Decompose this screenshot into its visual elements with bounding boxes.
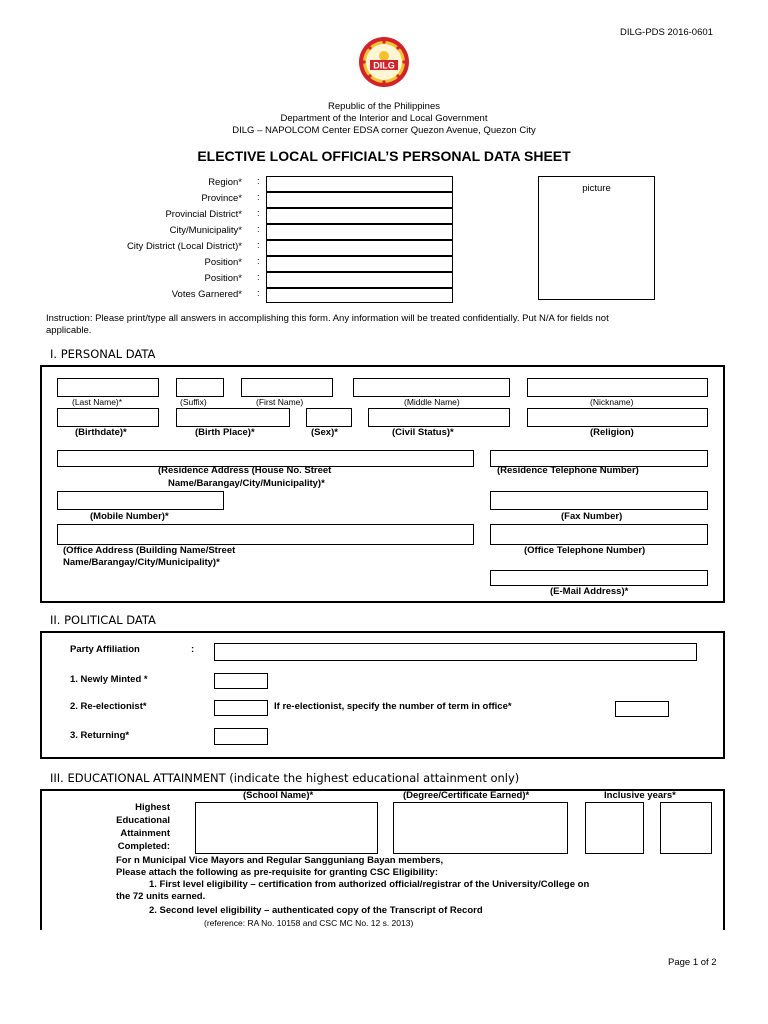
newly-minted-label: 1. Newly Minted * (70, 674, 148, 685)
fax-number-label: (Fax Number) (561, 511, 623, 522)
political-data-title: II. POLITICAL DATA (50, 613, 156, 627)
reelectionist-input[interactable] (214, 700, 268, 716)
position-field-2[interactable] (266, 272, 453, 288)
residence-phone-label: (Residence Telephone Number) (497, 465, 639, 476)
province-field[interactable] (266, 192, 453, 208)
position-label-2: Position* (204, 273, 242, 284)
logo-text: DILG (373, 60, 395, 71)
sex-input[interactable] (306, 408, 352, 427)
page-number: Page 1 of 2 (668, 957, 717, 968)
residence-address-label-1: (Residence Address (House No. Street (158, 465, 332, 476)
provincial-district-field[interactable] (266, 208, 453, 224)
newly-minted-input[interactable] (214, 673, 268, 689)
provincial-district-label: Provincial District* (165, 209, 242, 220)
note-line-4: the 72 units earned. (116, 891, 206, 902)
city-municipality-label: City/Municipality* (169, 225, 242, 236)
region-field[interactable] (266, 176, 453, 192)
agency-line-2: Department of the Interior and Local Government (280, 113, 488, 124)
email-label: (E-Mail Address)* (550, 586, 629, 597)
colon: : (257, 288, 260, 299)
term-count-input[interactable] (615, 701, 669, 717)
city-district-label: City District (Local District)* (126, 241, 242, 252)
middle-name-input[interactable] (353, 378, 510, 397)
note-line-1: For n Municipal Vice Mayors and Regular Sangguniang Bayan members, (116, 855, 444, 866)
returning-label: 3. Returning* (70, 730, 130, 741)
school-name-label: (School Name)* (243, 790, 314, 801)
mobile-number-input[interactable] (57, 491, 224, 510)
year-from-input[interactable] (585, 802, 644, 854)
instruction-line-1: Instruction: Please print/type all answers in accomplishing this form. Any information will be treated confidentially. Put N/A for fields not (46, 313, 609, 324)
year-to-input[interactable] (660, 802, 712, 854)
picture-label: picture (582, 183, 611, 194)
colon: : (257, 272, 260, 283)
office-address-label-2: Name/Barangay/City/Municipality)* (63, 557, 220, 568)
office-address-label-1: (Office Address (Building Name/Street (63, 545, 236, 556)
page-title: ELECTIVE LOCAL OFFICIAL’S PERSONAL DATA SHEET (197, 148, 571, 164)
degree-label: (Degree/Certificate Earned)* (403, 790, 530, 801)
row-label-4: Completed: (117, 841, 170, 852)
last-name-input[interactable] (57, 378, 159, 397)
birth-place-input[interactable] (176, 408, 290, 427)
office-address-input[interactable] (57, 524, 474, 545)
reelectionist-label: 2. Re-electionist* (70, 701, 147, 712)
suffix-label: (Suffix) (180, 397, 207, 407)
degree-input[interactable] (393, 802, 568, 854)
nickname-input[interactable] (527, 378, 708, 397)
agency-line-3: DILG – NAPOLCOM Center EDSA corner Quezon Avenue, Quezon City (232, 125, 536, 136)
office-phone-input[interactable] (490, 524, 708, 545)
school-name-input[interactable] (195, 802, 378, 854)
dilg-seal-logo (358, 36, 410, 88)
religion-input[interactable] (527, 408, 708, 427)
document-code: DILG-PDS 2016-0601 (620, 27, 713, 38)
religion-label: (Religion) (590, 427, 634, 438)
note-line-5: 2. Second level eligibility – authenticated copy of the Transcript of Record (149, 905, 483, 916)
province-label: Province* (201, 193, 242, 204)
row-label-1: Highest (135, 802, 170, 813)
votes-garnered-label: Votes Garnered* (171, 289, 242, 300)
colon: : (257, 240, 260, 251)
sex-label: (Sex)* (311, 427, 338, 438)
position-field[interactable] (266, 256, 453, 272)
agency-line-1: Republic of the Philippines (328, 101, 440, 112)
last-name-label: (Last Name)* (72, 397, 123, 407)
city-municipality-field[interactable] (266, 224, 453, 240)
residence-address-label-2: Name/Barangay/City/Municipality)* (168, 478, 325, 489)
colon: : (257, 256, 260, 267)
party-affiliation-input[interactable] (214, 643, 697, 661)
party-colon: : (191, 644, 195, 655)
row-label-2: Educational (116, 815, 170, 826)
civil-status-input[interactable] (368, 408, 510, 427)
note-line-3: 1. First level eligibility – certification from authorized official/registrar of the University/College on (149, 879, 590, 890)
note-line-2: Please attach the following as pre-requisite for granting CSC Eligibility: (116, 867, 438, 878)
inclusive-years-label: Inclusive years* (604, 790, 676, 801)
first-name-label: (First Name) (256, 397, 304, 407)
fax-number-input[interactable] (490, 491, 708, 510)
birthdate-input[interactable] (57, 408, 159, 427)
city-district-field[interactable] (266, 240, 453, 256)
nickname-label: (Nickname) (590, 397, 634, 407)
party-affiliation-label: Party Affiliation (70, 644, 140, 655)
birth-place-label: (Birth Place)* (195, 427, 255, 438)
birthdate-label: (Birthdate)* (75, 427, 127, 438)
email-input[interactable] (490, 570, 708, 586)
suffix-input[interactable] (176, 378, 224, 397)
position-label: Position* (204, 257, 242, 268)
picture-box[interactable] (538, 176, 655, 300)
returning-input[interactable] (214, 728, 268, 745)
votes-garnered-field[interactable] (266, 288, 453, 303)
education-title: III. EDUCATIONAL ATTAINMENT (indicate the highest educational attainment only) (50, 771, 520, 785)
instruction-line-2: applicable. (46, 325, 92, 336)
note-reference: (reference: RA No. 10158 and CSC MC No. 12 s. 2013) (204, 918, 414, 928)
first-name-input[interactable] (241, 378, 333, 397)
middle-name-label: (Middle Name) (404, 397, 460, 407)
reelection-note-label: If re-electionist, specify the number of term in office* (274, 701, 512, 712)
colon: : (257, 224, 260, 235)
colon: : (257, 176, 260, 187)
colon: : (257, 208, 260, 219)
office-phone-label: (Office Telephone Number) (524, 545, 646, 556)
personal-data-title: I. PERSONAL DATA (50, 347, 156, 361)
mobile-number-label: (Mobile Number)* (90, 511, 169, 522)
region-label: Region* (208, 177, 242, 188)
row-label-3: Attainment (120, 828, 170, 839)
colon: : (257, 192, 260, 203)
civil-status-label: (Civil Status)* (392, 427, 454, 438)
